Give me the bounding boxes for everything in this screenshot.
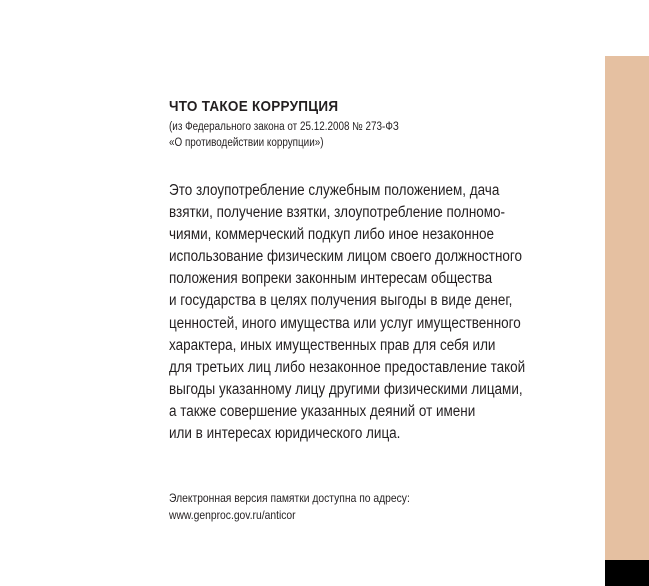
paragraph-line: выгоды указанному лицу другими физическими лицами, xyxy=(169,380,523,398)
footer-note xyxy=(169,490,410,524)
paragraph-line: чиями, коммерческий подкуп либо иное незаконное xyxy=(169,226,495,244)
side-black-block xyxy=(605,560,649,586)
paragraph-line: использование физическим лицом своего должностного xyxy=(169,248,523,266)
paragraph-line: характера, иных имущественных прав для себя или xyxy=(169,336,496,354)
source-line: «О противодействии коррупции») xyxy=(169,136,324,149)
page-title: ЧТО ТАКОЕ КОРРУПЦИЯ xyxy=(169,98,339,115)
footer-line: Электронная версия памятки доступна по адресу: xyxy=(169,491,410,505)
paragraph-line: а также совершение указанных деяний от имени xyxy=(169,402,476,420)
side-color-band xyxy=(605,56,649,560)
definition-paragraph xyxy=(169,180,525,445)
paragraph-line: ценностей, иного имущества или услуг имущественного xyxy=(169,314,521,332)
paragraph-line: положения вопреки законным интересам общества xyxy=(169,270,493,288)
paragraph-line: для третьих лиц либо незаконное предоставление такой xyxy=(169,358,526,376)
paragraph-line: взятки, получение взятки, злоупотребление полномо- xyxy=(169,204,506,222)
paragraph-line: и государства в целях получения выгоды в виде денег, xyxy=(169,292,513,310)
footer-url: www.genproc.gov.ru/anticor xyxy=(169,508,296,522)
source-line: (из Федерального закона от 25.12.2008 № 273-ФЗ xyxy=(169,121,399,133)
paragraph-line: или в интересах юридического лица. xyxy=(169,425,401,443)
paragraph-line: Это злоупотребление служебным положением, дача xyxy=(169,182,500,199)
source-citation xyxy=(169,120,399,151)
